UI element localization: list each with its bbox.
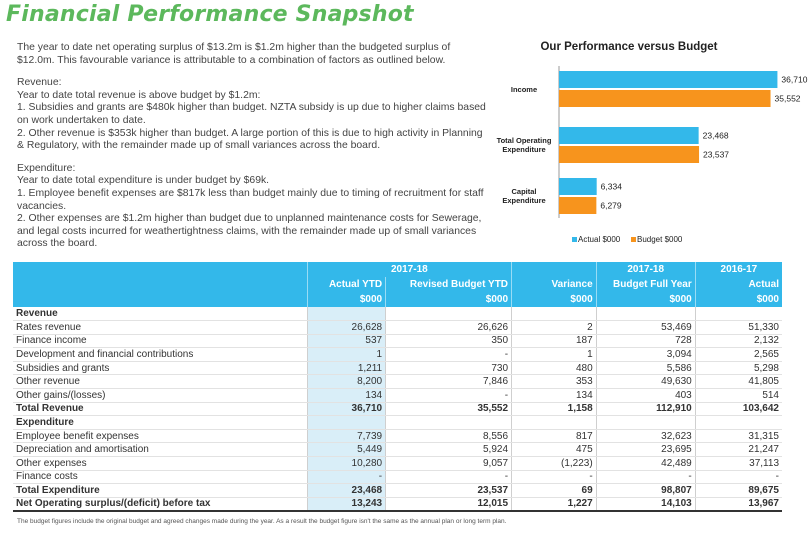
row-label: Other revenue bbox=[13, 375, 307, 389]
page-title: Financial Performance Snapshot bbox=[6, 2, 414, 27]
table-cell: 350 bbox=[386, 334, 512, 348]
table-cell: 23,537 bbox=[386, 484, 512, 498]
financial-table-wrap bbox=[13, 262, 782, 512]
table-cell: 730 bbox=[386, 361, 512, 375]
table-row bbox=[13, 443, 782, 457]
header-cell: Actual bbox=[695, 277, 782, 292]
table-cell: 187 bbox=[512, 334, 597, 348]
table-cell bbox=[386, 307, 512, 321]
table-cell: 1,211 bbox=[307, 361, 385, 375]
legend-label: Actual $000 bbox=[578, 235, 621, 244]
row-label: Revenue bbox=[13, 307, 307, 321]
row-label: Other gains/(losses) bbox=[13, 389, 307, 403]
table-cell: 36,710 bbox=[307, 402, 385, 416]
table-cell: (1,223) bbox=[512, 457, 597, 471]
table-cell: 1,227 bbox=[512, 497, 597, 511]
row-label: Rates revenue bbox=[13, 321, 307, 335]
table-cell bbox=[512, 307, 597, 321]
table-row bbox=[13, 457, 782, 471]
table-cell: 3,094 bbox=[596, 348, 695, 362]
legend-label: Budget $000 bbox=[637, 235, 683, 244]
table-cell: 7,846 bbox=[386, 375, 512, 389]
table-cell: - bbox=[307, 470, 385, 484]
table-cell bbox=[695, 416, 782, 430]
table-cell: 32,623 bbox=[596, 429, 695, 443]
row-label: Subsidies and grants bbox=[13, 361, 307, 375]
table-cell: 728 bbox=[596, 334, 695, 348]
table-cell: - bbox=[386, 389, 512, 403]
table-cell: 10,280 bbox=[307, 457, 385, 471]
header-cell: Variance bbox=[512, 277, 597, 292]
chart-data-label: 23,537 bbox=[703, 149, 730, 160]
table-cell: 41,805 bbox=[695, 375, 782, 389]
chart-data-label: 23,468 bbox=[702, 130, 729, 141]
table-header bbox=[13, 262, 782, 307]
table-row bbox=[13, 497, 782, 511]
header-cell: $000 bbox=[386, 292, 512, 307]
table-cell: 31,315 bbox=[695, 429, 782, 443]
table-cell: 134 bbox=[307, 389, 385, 403]
chart-category-label: Income bbox=[510, 85, 538, 94]
header-cell: $000 bbox=[512, 292, 597, 307]
table-cell: 23,468 bbox=[307, 484, 385, 498]
table-cell: 514 bbox=[695, 389, 782, 403]
footnote: The budget figures include the original budget and agreed changes made during the year. As a result the budget figure isn't the same as the annual plan or long term plan. bbox=[17, 518, 507, 525]
header-cell: $000 bbox=[695, 292, 782, 307]
table-cell: 5,924 bbox=[386, 443, 512, 457]
table-cell: 8,200 bbox=[307, 375, 385, 389]
table-cell: - bbox=[695, 470, 782, 484]
table-cell: 2,565 bbox=[695, 348, 782, 362]
table-cell bbox=[386, 416, 512, 430]
revenue-line: 2. Other revenue is $353k higher than budget. A large portion of this is due to high activity in Planning & Regulatory, with the remainder made up of small variances across the board. bbox=[17, 127, 483, 152]
header-cell: 2017-18 bbox=[596, 262, 695, 277]
table-row bbox=[13, 307, 782, 321]
expenditure-line: 2. Other expenses are $1.2m higher than budget due to unplanned maintenance costs for Sewerage, and legal costs incurred for weathertightness claims, with the remainder made up of small variances across the board. bbox=[17, 213, 482, 250]
revenue-line: Year to date total revenue is above budget by $1.2m: bbox=[17, 89, 261, 101]
expenditure-line: 1. Employee benefit expenses are $817k less than budget mainly due to timing of recruitment for staff vacancies. bbox=[17, 187, 484, 212]
chart-bar-budget bbox=[559, 146, 699, 163]
chart-bar-actual bbox=[559, 127, 699, 144]
chart-title: Our Performance versus Budget bbox=[540, 41, 718, 53]
table-cell: 49,630 bbox=[596, 375, 695, 389]
chart-category-label: Capital Expenditure bbox=[502, 187, 546, 205]
header-row-year bbox=[13, 262, 782, 277]
chart-bar-budget bbox=[559, 90, 771, 107]
row-label: Expenditure bbox=[13, 416, 307, 430]
table-row bbox=[13, 402, 782, 416]
row-label: Depreciation and amortisation bbox=[13, 443, 307, 457]
header-cell: Revised Budget YTD bbox=[386, 277, 512, 292]
table-cell: - bbox=[596, 470, 695, 484]
row-label: Employee benefit expenses bbox=[13, 429, 307, 443]
chart-data-label: 6,334 bbox=[600, 181, 622, 192]
revenue-heading: Revenue: bbox=[17, 77, 62, 89]
table-cell: 51,330 bbox=[695, 321, 782, 335]
table-row bbox=[13, 484, 782, 498]
table-cell bbox=[307, 307, 385, 321]
header-cell: 2016-17 bbox=[695, 262, 782, 277]
table-row bbox=[13, 389, 782, 403]
table-cell: 475 bbox=[512, 443, 597, 457]
table-row bbox=[13, 361, 782, 375]
table-body bbox=[13, 307, 782, 511]
header-row-units bbox=[13, 292, 782, 307]
table-cell: 21,247 bbox=[695, 443, 782, 457]
table-cell: 13,967 bbox=[695, 497, 782, 511]
row-label: Development and financial contributions bbox=[13, 348, 307, 362]
intro-text: The year to date net operating surplus of $13.2m is $1.2m higher than the budgeted surplus of $12.0m. This favourable variance is attributable to a combination of factors as outlined below. bbox=[17, 42, 451, 66]
table-cell: 5,586 bbox=[596, 361, 695, 375]
table-cell: 537 bbox=[307, 334, 385, 348]
table-cell: - bbox=[386, 470, 512, 484]
row-label: Net Operating surplus/(deficit) before tax bbox=[13, 497, 307, 511]
chart-data-label: 6,279 bbox=[600, 200, 622, 211]
table-cell: - bbox=[512, 470, 597, 484]
table-cell: 42,489 bbox=[596, 457, 695, 471]
table-cell: 403 bbox=[596, 389, 695, 403]
table-cell: 13,243 bbox=[307, 497, 385, 511]
table-cell bbox=[596, 307, 695, 321]
header-cell: $000 bbox=[307, 292, 385, 307]
table-cell: 2,132 bbox=[695, 334, 782, 348]
chart-bar-actual bbox=[559, 178, 597, 195]
table-cell: 817 bbox=[512, 429, 597, 443]
table-row bbox=[13, 334, 782, 348]
table-cell: 1,158 bbox=[512, 402, 597, 416]
revenue-line: 1. Subsidies and grants are $480k higher than budget. NZTA subsidy is up due to higher claims based on work undertaken to date. bbox=[17, 102, 486, 126]
chart-bar-actual bbox=[559, 71, 777, 88]
table-cell: - bbox=[386, 348, 512, 362]
table-cell: 69 bbox=[512, 484, 597, 498]
table-row bbox=[13, 348, 782, 362]
table-cell: 103,642 bbox=[695, 402, 782, 416]
table-cell: 12,015 bbox=[386, 497, 512, 511]
chart-data-label: 35,552 bbox=[774, 93, 801, 104]
table-cell: 26,626 bbox=[386, 321, 512, 335]
row-label: Other expenses bbox=[13, 457, 307, 471]
table-cell bbox=[307, 416, 385, 430]
table-cell: 89,675 bbox=[695, 484, 782, 498]
header-cell bbox=[13, 292, 307, 307]
chart-data-label: 36,710 bbox=[781, 74, 808, 85]
table-cell: 98,807 bbox=[596, 484, 695, 498]
legend-swatch bbox=[572, 237, 577, 242]
row-label: Finance income bbox=[13, 334, 307, 348]
table-cell: 14,103 bbox=[596, 497, 695, 511]
table-row bbox=[13, 321, 782, 335]
header-cell bbox=[13, 262, 307, 277]
expenditure-heading: Expenditure: bbox=[17, 162, 76, 174]
table-cell: 9,057 bbox=[386, 457, 512, 471]
row-label: Total Revenue bbox=[13, 402, 307, 416]
table-row bbox=[13, 375, 782, 389]
table-cell: 480 bbox=[512, 361, 597, 375]
table-cell bbox=[695, 307, 782, 321]
table-cell: 5,449 bbox=[307, 443, 385, 457]
chart-svg bbox=[488, 38, 810, 253]
table-cell: 5,298 bbox=[695, 361, 782, 375]
narrative bbox=[17, 42, 487, 251]
row-label: Finance costs bbox=[13, 470, 307, 484]
table-cell: 37,113 bbox=[695, 457, 782, 471]
table-cell: 134 bbox=[512, 389, 597, 403]
header-cell: $000 bbox=[596, 292, 695, 307]
table-cell: 353 bbox=[512, 375, 597, 389]
financial-table bbox=[13, 262, 782, 512]
table-row bbox=[13, 429, 782, 443]
row-label: Total Expenditure bbox=[13, 484, 307, 498]
expenditure-line: Year to date total expenditure is under budget by $69k. bbox=[17, 175, 270, 187]
table-cell bbox=[512, 416, 597, 430]
header-cell: 2017-18 bbox=[307, 262, 511, 277]
table-cell: 35,552 bbox=[386, 402, 512, 416]
table-row bbox=[13, 470, 782, 484]
table-row bbox=[13, 416, 782, 430]
table-cell: 1 bbox=[307, 348, 385, 362]
chart-bar-budget bbox=[559, 197, 596, 214]
table-cell: 8,556 bbox=[386, 429, 512, 443]
header-cell bbox=[13, 277, 307, 292]
performance-chart bbox=[488, 38, 810, 253]
table-cell: 7,739 bbox=[307, 429, 385, 443]
legend-swatch bbox=[631, 237, 636, 242]
table-cell: 23,695 bbox=[596, 443, 695, 457]
table-cell bbox=[596, 416, 695, 430]
header-cell: Budget Full Year bbox=[596, 277, 695, 292]
table-cell: 1 bbox=[512, 348, 597, 362]
chart-category-label: Total Operating Expenditure bbox=[496, 136, 552, 154]
table-cell: 26,628 bbox=[307, 321, 385, 335]
header-cell: Actual YTD bbox=[307, 277, 385, 292]
header-cell bbox=[512, 262, 597, 277]
table-cell: 53,469 bbox=[596, 321, 695, 335]
table-cell: 2 bbox=[512, 321, 597, 335]
header-row-columns bbox=[13, 277, 782, 292]
table-cell: 112,910 bbox=[596, 402, 695, 416]
